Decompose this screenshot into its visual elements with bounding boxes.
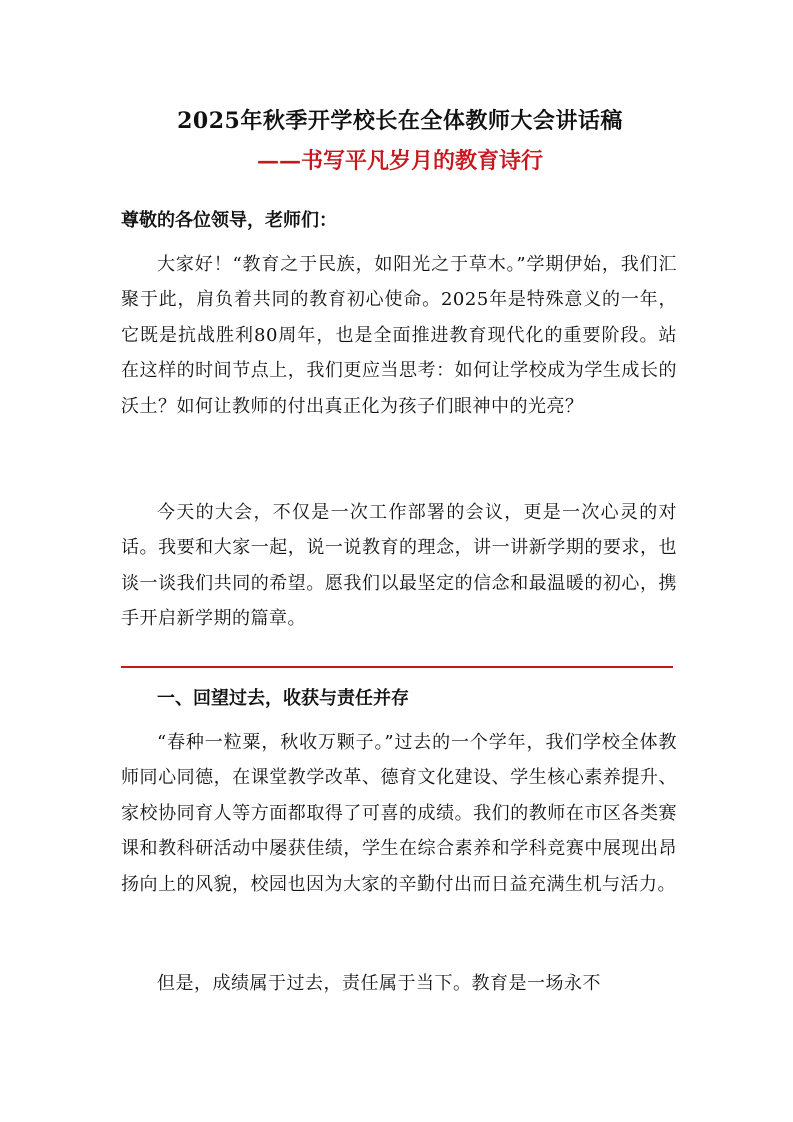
section-1-paragraph-1: “春种一粒粟，秋收万颗子。”过去的一个学年，我们学校全体教师同心同德，在课堂教学改革、德育文化建设、学生核心素养提升、家校协同育人等方面都取得了可喜的成绩。我们的教师在市区各类赛课和教科研活动中屡获佳绩，学生在综合素养和学科竞赛中展现出昂扬向上的风貌，校园也因为大家的辛勤付出而日益充满生机与活力。 (121, 732, 677, 895)
intro-paragraph-1: 大家好！“教育之于民族，如阳光之于草木。”学期伊始，我们汇聚于此，肩负着共同的教育初心使命。2025年是特殊意义的一年，它既是抗战胜利80周年，也是全面推进教育现代化的重要阶段。站在这样的时间节点上，我们更应当思考：如何让学校成为学生成长的沃土？如何让教师的付出真正化为孩子们眼神中的光亮？ (121, 254, 677, 417)
section-1-paragraph-2: 但是，成绩属于过去，责任属于当下。教育是一场永不 (157, 973, 601, 994)
document-subtitle: ——书写平凡岁月的教育诗行 (256, 148, 543, 174)
section-heading-1: 一、回望过去，收获与责任并存 (157, 688, 409, 709)
intro-paragraph-2: 今天的大会，不仅是一次工作部署的会议，更是一次心灵的对话。我要和大家一起，说一说教育的理念，讲一讲新学期的要求，也谈一谈我们共同的希望。愿我们以最坚定的信念和最温暖的初心，携手开启新学期的篇章。 (121, 502, 677, 630)
document-title: 2025年秋季开学校长在全体教师大会讲话稿 (177, 108, 623, 134)
salutation: 尊敬的各位领导，老师们： (121, 210, 337, 231)
section-divider (121, 666, 673, 668)
